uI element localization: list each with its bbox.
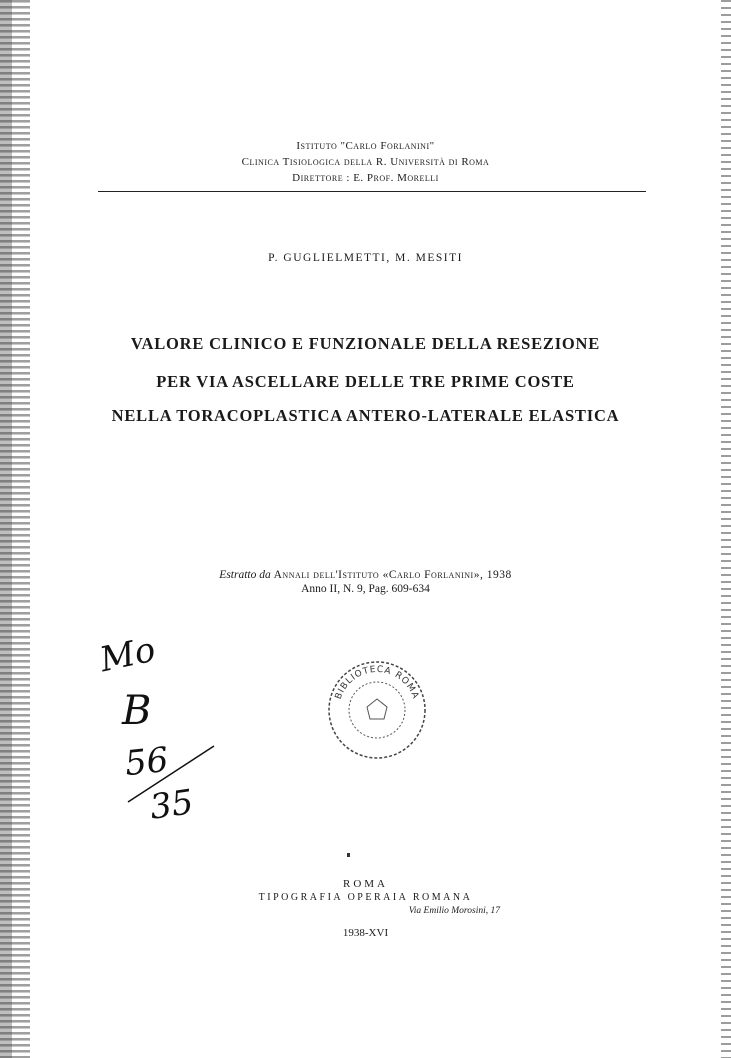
ornament-dot [347, 853, 350, 857]
svg-text:BIBLIOTECA ROMA [334, 665, 421, 701]
extract-prefix: Estratto da [219, 569, 271, 581]
extract-journal: Annali dell'Istituto «Carlo Forlanini», 1938 [273, 569, 512, 581]
handwritten-mark-3: 56 [123, 739, 171, 785]
title-line-3: NELLA TORACOPLASTICA ANTERO-LATERALE ELASTICA [111, 406, 620, 425]
imprint-address: Via Emilio Morosini, 17 [408, 906, 500, 916]
imprint-year: 1938-XVI [342, 927, 389, 939]
header-institute: Istituto "Carlo Forlanini" [296, 140, 435, 152]
handwritten-mark-4: 35 [147, 782, 196, 828]
library-stamp [322, 655, 432, 765]
handwritten-mark-2: B [122, 688, 152, 734]
imprint-printer: TIPOGRAFIA OPERAIA ROMANA [258, 892, 473, 903]
stamp-text: BIBLIOTECA ROMA [333, 664, 421, 701]
header-director: Direttore : E. Prof. Morelli [292, 172, 439, 184]
authors: P. GUGLIELMETTI, M. MESITI [268, 252, 463, 264]
extract-volume: Anno II, N. 9, Pag. 609-634 [301, 583, 430, 595]
title-line-2: PER VIA ASCELLARE DELLE TRE PRIME COSTE [156, 372, 575, 391]
title-line-1: VALORE CLINICO E FUNZIONALE DELLA RESEZIONE [130, 334, 601, 353]
header-rule [98, 191, 646, 192]
header-clinic: Clinica Tisiologica della R. Università di Roma [241, 156, 490, 168]
imprint-city: ROMA [342, 878, 388, 890]
handwritten-mark-1: Mo [96, 629, 159, 681]
